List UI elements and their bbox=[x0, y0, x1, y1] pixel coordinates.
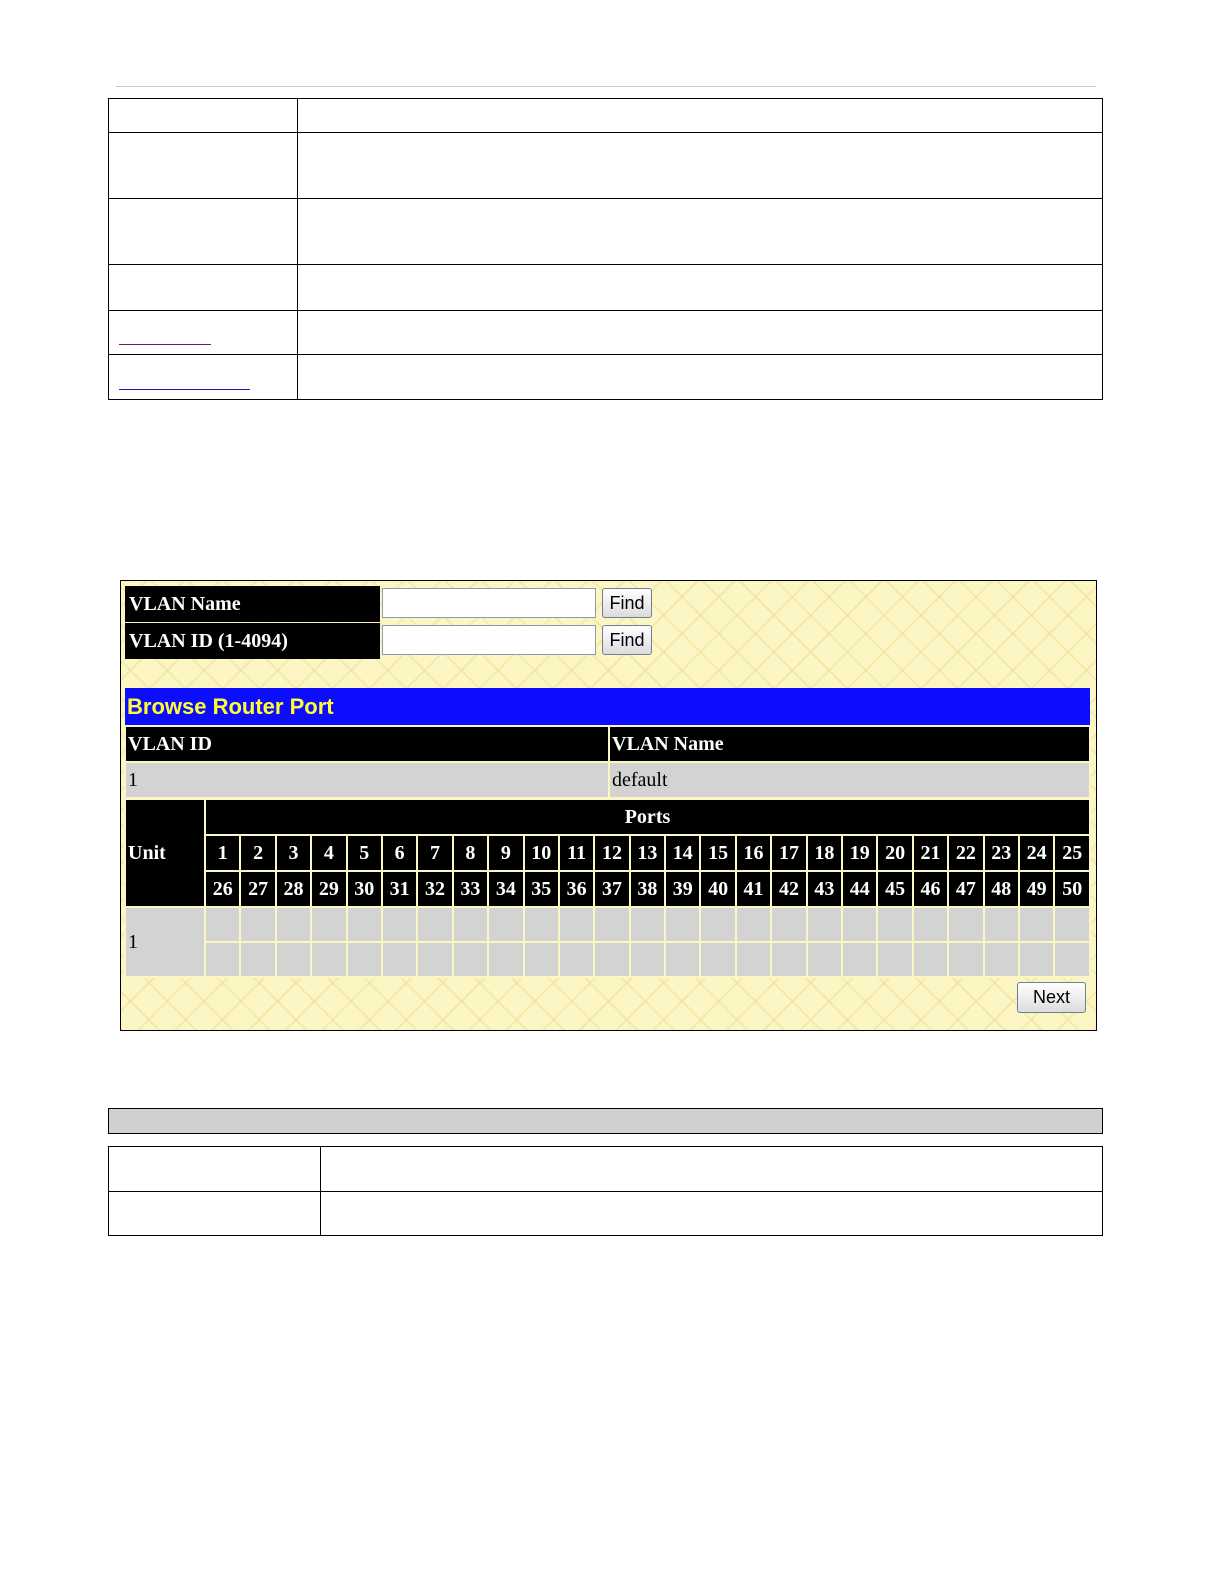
port-state-cell bbox=[276, 907, 311, 942]
find-vlan-name-button[interactable]: Find bbox=[602, 588, 652, 618]
page-header-rule bbox=[116, 86, 1096, 87]
parameter-table-top bbox=[108, 98, 1103, 400]
port-number: 39 bbox=[665, 871, 700, 907]
port-number: 30 bbox=[347, 871, 382, 907]
table-row bbox=[109, 99, 1103, 133]
port-state-cell bbox=[453, 942, 488, 977]
port-number: 41 bbox=[736, 871, 771, 907]
port-state-cell bbox=[417, 942, 452, 977]
port-state-cell bbox=[347, 907, 382, 942]
table-title-bar bbox=[108, 1108, 1103, 1134]
table-row bbox=[109, 199, 1103, 265]
port-state-cell bbox=[700, 907, 735, 942]
port-number: 5 bbox=[347, 835, 382, 871]
port-number: 40 bbox=[700, 871, 735, 907]
port-state-cell bbox=[311, 942, 346, 977]
port-number: 31 bbox=[382, 871, 417, 907]
port-state-cell bbox=[205, 942, 240, 977]
port-number: 15 bbox=[700, 835, 735, 871]
port-state-row-2 bbox=[125, 942, 1090, 977]
port-number: 22 bbox=[948, 835, 983, 871]
port-number: 7 bbox=[417, 835, 452, 871]
port-number: 43 bbox=[807, 871, 842, 907]
port-number: 6 bbox=[382, 835, 417, 871]
port-number: 4 bbox=[311, 835, 346, 871]
port-state-cell bbox=[948, 942, 983, 977]
port-state-cell bbox=[842, 907, 877, 942]
table-row bbox=[125, 762, 1090, 798]
port-number: 48 bbox=[984, 871, 1019, 907]
port-number: 3 bbox=[276, 835, 311, 871]
port-state-cell bbox=[630, 907, 665, 942]
port-state-cell bbox=[311, 907, 346, 942]
port-number: 44 bbox=[842, 871, 877, 907]
vlan-id-input[interactable] bbox=[382, 625, 596, 655]
port-state-cell bbox=[807, 942, 842, 977]
port-state-cell bbox=[665, 907, 700, 942]
port-state-cell bbox=[488, 907, 523, 942]
ports-header-row bbox=[125, 799, 1090, 835]
port-number: 10 bbox=[524, 835, 559, 871]
port-number: 38 bbox=[630, 871, 665, 907]
unit-header: Unit bbox=[125, 799, 205, 907]
port-state-cell bbox=[417, 907, 452, 942]
port-number: 34 bbox=[488, 871, 523, 907]
port-state-cell bbox=[1054, 942, 1090, 977]
port-number: 18 bbox=[807, 835, 842, 871]
port-number: 11 bbox=[559, 835, 594, 871]
port-state-cell bbox=[382, 942, 417, 977]
port-number: 23 bbox=[984, 835, 1019, 871]
port-state-cell bbox=[276, 942, 311, 977]
port-number: 2 bbox=[240, 835, 275, 871]
port-state-cell bbox=[559, 907, 594, 942]
port-number: 25 bbox=[1054, 835, 1090, 871]
port-number: 16 bbox=[736, 835, 771, 871]
port-number: 19 bbox=[842, 835, 877, 871]
unvisited-link[interactable] bbox=[119, 389, 250, 390]
port-number: 46 bbox=[913, 871, 948, 907]
vlan-id-label: VLAN ID (1-4094) bbox=[125, 623, 380, 659]
port-number: 32 bbox=[417, 871, 452, 907]
table-row bbox=[109, 1147, 1103, 1192]
port-state-cell bbox=[771, 907, 806, 942]
port-state-cell bbox=[736, 942, 771, 977]
column-header-vlan-id: VLAN ID bbox=[125, 726, 609, 762]
port-state-cell bbox=[913, 907, 948, 942]
ports-table bbox=[124, 798, 1091, 978]
port-number: 1 bbox=[205, 835, 240, 871]
browse-router-port-screenshot bbox=[120, 580, 1097, 1031]
unit-value: 1 bbox=[125, 907, 205, 977]
parameter-table-bottom bbox=[108, 1146, 1103, 1236]
port-number: 8 bbox=[453, 835, 488, 871]
port-number: 47 bbox=[948, 871, 983, 907]
ports-header: Ports bbox=[205, 799, 1090, 835]
port-number: 37 bbox=[594, 871, 629, 907]
table-row bbox=[109, 265, 1103, 311]
vlan-table bbox=[124, 725, 1091, 799]
port-number: 35 bbox=[524, 871, 559, 907]
port-state-cell bbox=[630, 942, 665, 977]
port-number: 49 bbox=[1019, 871, 1054, 907]
port-state-cell bbox=[984, 907, 1019, 942]
port-state-cell bbox=[877, 907, 912, 942]
port-state-cell bbox=[736, 907, 771, 942]
port-state-cell bbox=[488, 942, 523, 977]
port-number: 29 bbox=[311, 871, 346, 907]
port-number: 27 bbox=[240, 871, 275, 907]
port-state-cell bbox=[559, 942, 594, 977]
page-title: Browse Router Port bbox=[125, 688, 1090, 725]
port-state-cell bbox=[665, 942, 700, 977]
port-number: 14 bbox=[665, 835, 700, 871]
port-state-cell bbox=[877, 942, 912, 977]
vlan-name-value: default bbox=[609, 762, 1090, 798]
vlan-name-input[interactable] bbox=[382, 588, 596, 618]
port-number: 26 bbox=[205, 871, 240, 907]
port-numbers-row-1 bbox=[125, 835, 1090, 871]
port-number: 20 bbox=[877, 835, 912, 871]
port-state-cell bbox=[1054, 907, 1090, 942]
port-number: 36 bbox=[559, 871, 594, 907]
table-header-row bbox=[125, 726, 1090, 762]
port-state-cell bbox=[524, 907, 559, 942]
port-number: 50 bbox=[1054, 871, 1090, 907]
port-number: 42 bbox=[771, 871, 806, 907]
vlan-name-label: VLAN Name bbox=[125, 586, 380, 622]
port-state-cell bbox=[382, 907, 417, 942]
port-state-cell bbox=[700, 942, 735, 977]
port-number: 33 bbox=[453, 871, 488, 907]
port-number: 9 bbox=[488, 835, 523, 871]
port-state-row-1 bbox=[125, 907, 1090, 942]
port-state-cell bbox=[1019, 942, 1054, 977]
port-numbers-row-2 bbox=[125, 871, 1090, 907]
port-number: 24 bbox=[1019, 835, 1054, 871]
table-row bbox=[109, 311, 1103, 355]
vlan-id-value: 1 bbox=[125, 762, 609, 798]
port-state-cell bbox=[807, 907, 842, 942]
port-state-cell bbox=[948, 907, 983, 942]
port-state-cell bbox=[594, 942, 629, 977]
port-state-cell bbox=[453, 907, 488, 942]
port-state-cell bbox=[913, 942, 948, 977]
next-button[interactable]: Next bbox=[1017, 982, 1086, 1013]
table-row bbox=[109, 1192, 1103, 1236]
port-number: 12 bbox=[594, 835, 629, 871]
port-state-cell bbox=[771, 942, 806, 977]
find-vlan-id-button[interactable]: Find bbox=[602, 625, 652, 655]
port-state-cell bbox=[240, 907, 275, 942]
port-state-cell bbox=[347, 942, 382, 977]
port-state-cell bbox=[842, 942, 877, 977]
table-row bbox=[109, 133, 1103, 199]
port-number: 45 bbox=[877, 871, 912, 907]
port-number: 28 bbox=[276, 871, 311, 907]
port-state-cell bbox=[984, 942, 1019, 977]
column-header-vlan-name: VLAN Name bbox=[609, 726, 1090, 762]
port-number: 17 bbox=[771, 835, 806, 871]
port-state-cell bbox=[1019, 907, 1054, 942]
visited-link[interactable] bbox=[119, 344, 211, 345]
port-state-cell bbox=[594, 907, 629, 942]
port-number: 13 bbox=[630, 835, 665, 871]
port-state-cell bbox=[524, 942, 559, 977]
port-state-cell bbox=[240, 942, 275, 977]
port-state-cell bbox=[205, 907, 240, 942]
table-row bbox=[109, 355, 1103, 400]
port-number: 21 bbox=[913, 835, 948, 871]
